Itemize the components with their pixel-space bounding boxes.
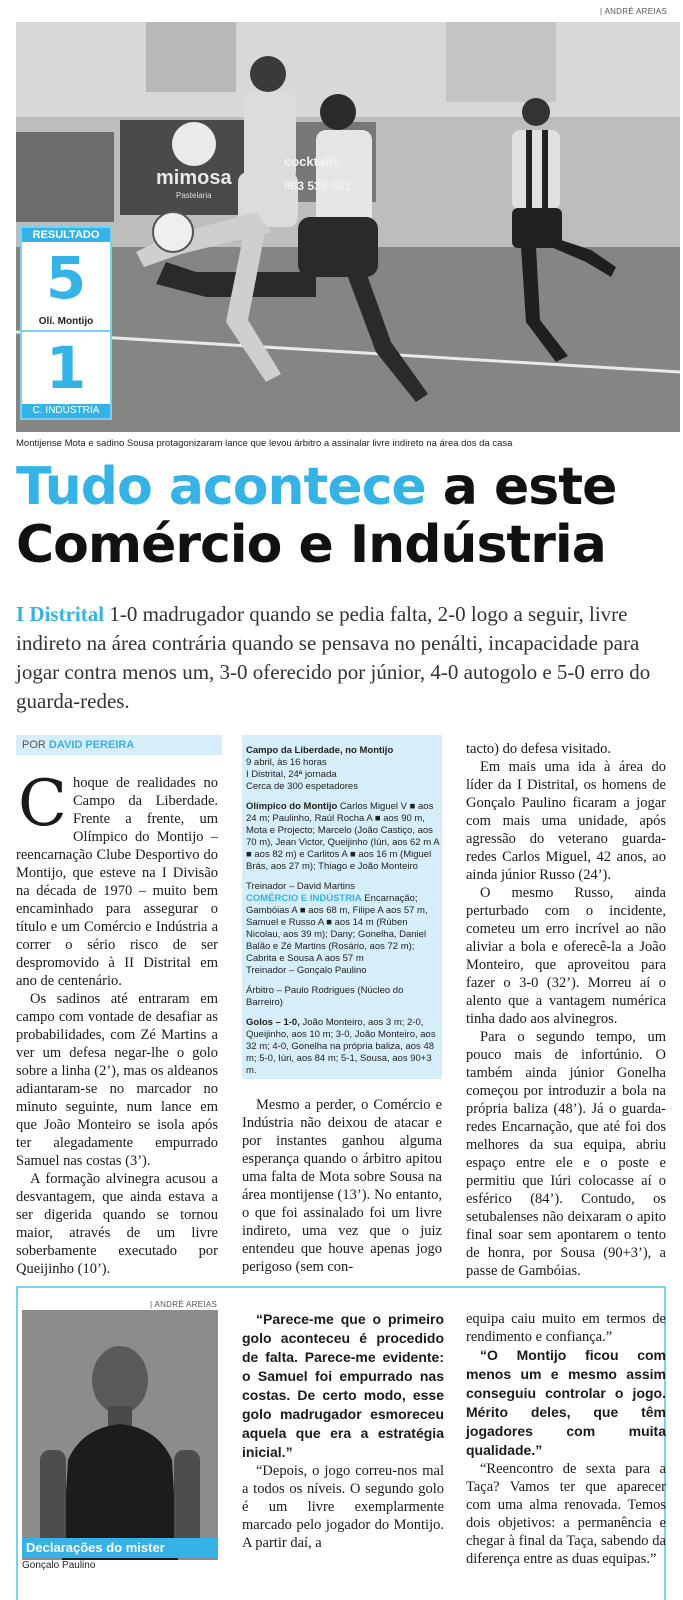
quotes-title: Declarações do mister xyxy=(22,1538,218,1558)
drop-cap: C xyxy=(18,767,67,841)
byline-prefix: POR xyxy=(22,739,46,751)
home-team: Olí. Montijo xyxy=(22,314,110,332)
ad-board-phone: 963 535 581 xyxy=(284,179,351,193)
team1-coach: Treinador – David Martins xyxy=(246,881,355,892)
byline xyxy=(16,735,222,755)
coach-photo-credit: | ANDRÉ AREIAS xyxy=(150,1300,218,1309)
team2-lineup xyxy=(246,893,442,965)
quote-1 xyxy=(242,1310,444,1462)
ad-board-sub: Pastelaria xyxy=(176,191,212,200)
headline-line2: Comércio e Indústria xyxy=(16,515,606,575)
article-column-3 xyxy=(466,740,666,1280)
coach-photo xyxy=(22,1310,218,1560)
home-goals: 5 xyxy=(45,244,87,312)
goals-label: Golos – 1-0, xyxy=(246,1017,300,1028)
paragraph-8: Para o segundo tempo, um pouco mais de infortúnio. O também ainda júnior Gonelha começou por introduzir a bola na própria baliza (48’). Já o guarda-redes Encarnação, que até foi dos melhores da sua equipa, abriu espaço entre ele e o poste e permitiu que Iúri colocasse aí o esférico (84’). Contudo, os setubalenses não deixaram o apito final soar sem apontarem o tento de honra, por Sousa (90+3’), a passe de Gambóias. xyxy=(466,1029,666,1279)
quotes-column-2 xyxy=(466,1310,666,1568)
match-info-box xyxy=(242,735,442,1079)
headline xyxy=(16,458,680,574)
paragraph-2: Os sadinos até entraram em campo com vontade de desafiar as probabilidades, com Zé Martins a ver um defesa negar-lhe o golo sobre a linha (2’), mas os aldeanos adiantaram-se no marcador no minuto seguinte, num lance em que João Monteiro se isola após ter alegadamente empurrado Samuel nas costas (3’). xyxy=(16,991,218,1169)
match-venue-block xyxy=(246,745,442,793)
article-column-1 xyxy=(16,767,218,1278)
paragraph-1-text: hoque de realidades no Campo da Liberdade. Frente a frente, um Olímpico do Montijo – reencarnação Clube Desportivo do Montijo, que esteve na I Divisão na década de 1970 – muito bem encaminhado para assegurar o título e um Comércio e Indústria a correr o sério risco de ser despromovido à II Distrital em ano de centenário. xyxy=(16,775,218,989)
headline-highlight: Tudo acontece xyxy=(16,457,426,517)
goals-list xyxy=(246,1017,442,1077)
byline-author: DAVID PEREIRA xyxy=(48,739,135,751)
paragraph-7: O mesmo Russo, ainda perturbado com o incidente, cometeu um erro incrível ao não aliviar a bola e oferecê-la a João Monteiro, que aproveitou para fazer o 3-0 (32’). Morreu aí o alento que a vantagem numérica tinha dado aos alvinegros. xyxy=(466,885,666,1027)
paragraph-4: Mesmo a perder, o Comércio e Indústria não deixou de atacar e por instantes ganhou alguma esperança quando o árbitro apitou uma falta de Mota sobre Sousa na área montijense (13’). No entanto, o que foi assinalado foi um livre indireto, uma vez que o juiz entendeu que houve apenas jogo perigoso (sem con- xyxy=(242,1097,442,1275)
ad-board-brand: mimosa xyxy=(156,167,232,189)
photo-caption: Montijense Mota e sadino Sousa protagonizaram lance que levou árbitro a assinalar livre indireto na área dos da casa xyxy=(16,438,513,449)
quote-3: equipa caiu muito em termos de rendimento e confiança.” xyxy=(466,1311,666,1345)
photo-credit: | ANDRÉ AREIAS xyxy=(600,7,668,16)
lead-text: 1-0 madrugador quando se pedia falta, 2-0 logo a seguir, livre indireto na área contrária quando se pensava no penálti, incapacidade para jogar contra menos um, 3-0 oferecido por júnior, 4-0 autogolo e 5-0 erro do guarda-redes. xyxy=(16,602,651,713)
match-date: 9 abril, às 16 horas xyxy=(246,757,327,768)
quote-2: “Depois, o jogo correu-nos mal a todos os níveis. O segundo golo é um livre exemplarmente marcado pelo jogador do Montijo. A partir daí, a xyxy=(242,1463,444,1551)
goals-text: João Monteiro, aos 3 m; 2-0, Queijinho, aos 10 m; 3-0, João Monteiro, aos 32 m; 4-0, Gonelha na própria baliza, aos 48 m; 5-0, Iúri, aos 84 m; 5-1, Sousa, aos 90+3 m. xyxy=(246,1017,436,1076)
result-label: RESULTADO xyxy=(22,228,110,242)
team2-coach: Treinador – Gonçalo Paulino xyxy=(246,965,367,976)
match-photo-illustration xyxy=(16,22,680,432)
ad-board-right: cocktails xyxy=(284,154,340,169)
quotes-column-1 xyxy=(242,1310,444,1552)
match-round: I Distrital, 24ª jornada xyxy=(246,769,337,780)
away-goals: 1 xyxy=(45,334,87,402)
headline-rest: a este xyxy=(425,457,617,517)
quote-4-text: “O Montijo ficou com menos um e mesmo assim conseguiu controlar o jogo. Mérito deles, que têm jogadores com muita qualidade.” xyxy=(466,1347,666,1458)
paragraph-1 xyxy=(16,767,218,990)
team2-name: COMÉRCIO E INDÚSTRIA xyxy=(246,893,362,904)
paragraph-5: tacto) do defesa visitado. xyxy=(466,741,611,757)
referee: Árbitro – Paulo Rodrigues (Núcleo do Barreiro) xyxy=(246,985,404,1008)
quote-4 xyxy=(466,1346,666,1460)
result-box xyxy=(20,226,112,420)
team2-players: Encarnação; Gambóias A ■ aos 68 m, Filipe A aos 57 m, Samuel e Russo A ■ aos 14 m (Rúben Nicolau, aos 39 m); Dany; Gonelha, Daniel Balão e Zé Martins (Rosário, aos 72 m); Cabrita e Sousa A aos 57 m xyxy=(246,893,428,964)
paragraph-3: A formação alvinegra acusou a desvantagem, que ainda estava a ser digerida quando se tornou maior, através de um livre soberbamente executado por Queijinho (10’). xyxy=(16,1171,218,1277)
match-crowd: Cerca de 300 espetadores xyxy=(246,781,358,792)
coach-name: Gonçalo Paulino xyxy=(22,1560,96,1571)
quote-5: “Reencontro de sexta para a Taça? Vamos ter que aparecer com uma alma renovada. Temos dois objetivos: a permanência e chegar à final da Taça, sabendo da diferença entre as duas equipas.” xyxy=(466,1461,666,1567)
match-venue: Campo da Liberdade, no Montijo xyxy=(246,745,394,756)
quote-1-text: “Parece-me que o primeiro golo aconteceu é procedido de falta. Parece-me evidente: o Samuel foi empurrado nas costas. De certo modo, esse golo madrugador esmoreceu aquela que era a estratégia inicial.” xyxy=(242,1311,444,1460)
team1-name: Olímpico do Montijo xyxy=(246,801,338,812)
coach-photo-illustration xyxy=(22,1310,218,1560)
lead-kicker: I Distrital xyxy=(16,602,105,626)
article-column-2 xyxy=(242,1096,442,1276)
paragraph-6: Em mais uma ida à área do líder da I Distrital, os homens de Gonçalo Paulino ficaram a jogar com mais uma unidade, após agressão do veterano guarda-redes Carlos Miguel, 42 anos, ao ainda júnior Russo (24’). xyxy=(466,759,666,883)
team1-players: Carlos Miguel V ■ aos 24 m; Paulinho, Raúl Rocha A ■ aos 90 m, Mota e Projecto; Marcelo (João Castiço, aos 70 m), Jean Victor, Queijinho (Iúri, aos 62 m A ■ aos 82 m) e Carlitos A ■ aos 16 m (Miguel Brás, aos 27 m); Thiago e João Monteiro xyxy=(246,801,440,872)
lead-paragraph xyxy=(16,600,666,716)
away-team: C. INDÚSTRIA xyxy=(22,404,110,418)
team1-lineup xyxy=(246,801,442,873)
match-photo xyxy=(16,22,680,432)
